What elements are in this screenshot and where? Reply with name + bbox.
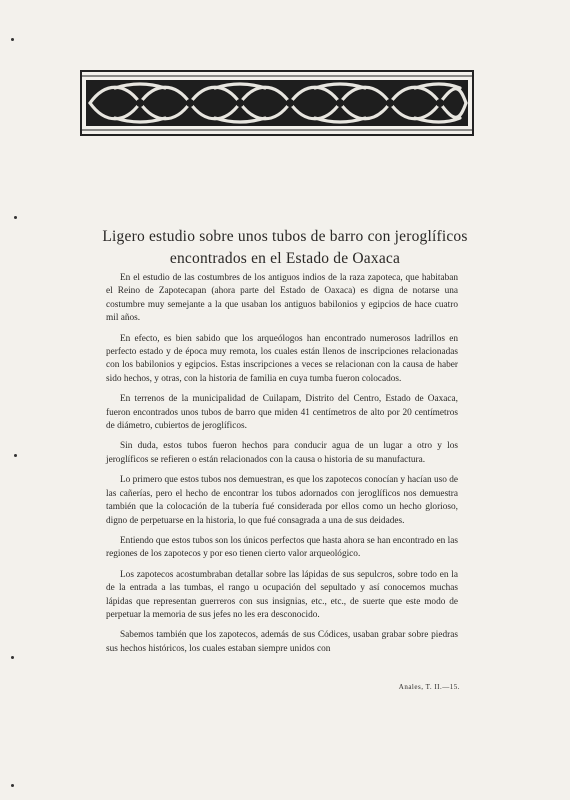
paragraph: En el estudio de las costumbres de los antiguos indios de la raza zapoteca, que habitaban el Reino de Zapotecapan (ahora parte del Estado de Oaxaca) es digna de notarse una costumbre muy semejante a la que usaban los antiguos babilonios y egipcios de hace cuatro mil años. <box>106 273 458 324</box>
title-line-1: Ligero estudio sobre unos tubos de barro con jeroglíficos <box>102 228 468 245</box>
body-text <box>106 272 458 663</box>
scan-mark <box>11 656 14 659</box>
title-line-2: encontrados en el Estado de Oaxaca <box>169 250 401 267</box>
scan-mark <box>14 216 17 219</box>
paragraph: En efecto, es bien sabido que los arqueólogos han encontrado numerosos ladrillos en perfecto estado y de época muy remota, los cuales están llenos de inscripciones relacionadas con los babilonios y egipcios. Estas inscripciones a veces se relacionan con la causa de haber sido hechos, y otras, con la historia de familia en cuya tumba fueron colocados. <box>106 333 458 384</box>
scan-mark <box>11 38 14 41</box>
scan-mark <box>14 454 17 457</box>
page-footer: Anales, T. II.—15. <box>398 683 460 691</box>
scan-mark <box>11 784 14 787</box>
paragraph: Entiendo que estos tubos son los únicos perfectos que hasta ahora se han encontrado en las regiones de los zapotecos y por eso tienen cierto valor arqueológico. <box>106 535 458 560</box>
paragraph: En terrenos de la municipalidad de Cuilapam, Distrito del Centro, Estado de Oaxaca, fueron encontrados unos tubos de barro que miden 41 centímetros de alto por 20 centímetros de diámetro, cubiertos de jeroglíficos. <box>106 394 458 432</box>
document-title <box>70 226 500 270</box>
paragraph: Los zapotecos acostumbraban detallar sobre las lápidas de sus sepulcros, sobre todo en la de la entrada a las tumbas, el rango u ocupación del sepultado y así conocemos muchas lápidas que representan guerreros con sus insignias, etc., etc., de suerte que este modo de perpetuar la memoria de sus jefes no les era desconocido. <box>106 569 458 620</box>
interlace-ornament-banner <box>80 70 474 136</box>
paragraph: Lo primero que estos tubos nos demuestran, es que los zapotecos conocían y hacían uso de las cañerías, pero el hecho de encontrar los tubos adornados con jeroglíficos nos demuestra también que la colocación de la tubería fué considerada por ellos como un hecho glorioso, digno de perpetuarse en la historia, lo que fué consagrada a una de sus deidades. <box>106 475 458 526</box>
paragraph: Sabemos también que los zapotecos, además de sus Códices, usaban grabar sobre piedras sus hechos históricos, los cuales estaban siempre unidos con <box>106 630 458 654</box>
paragraph: Sin duda, estos tubos fueron hechos para conducir agua de un lugar a otro y los jeroglíficos se refieren o están relacionados con la causa o historia de su manufactura. <box>106 441 458 465</box>
